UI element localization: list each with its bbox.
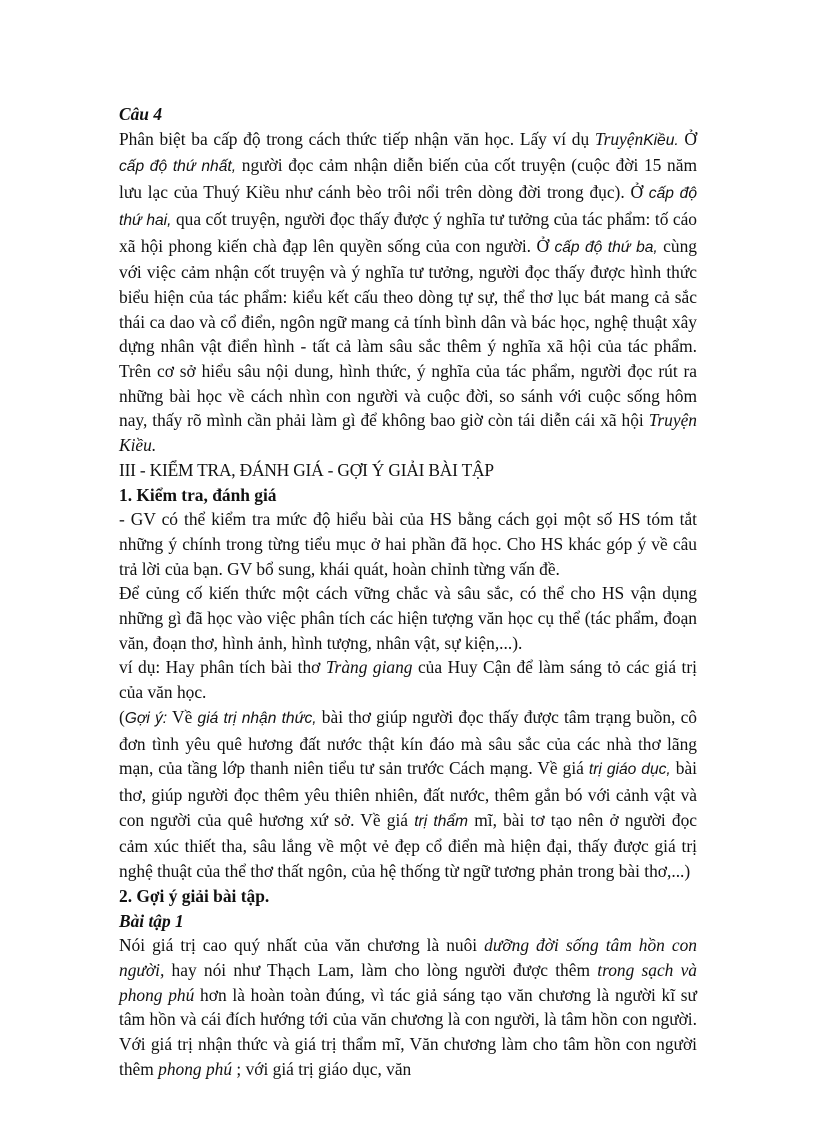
italic-text: Truyện Kiều. — [119, 410, 697, 456]
paragraph-hint — [119, 705, 697, 884]
text-run: Về — [167, 706, 198, 727]
text-run: ( — [119, 706, 125, 727]
italic-text: dưỡng đời sống tâm hồn con người, — [119, 935, 697, 980]
text-run: qua cốt truyện, người đọc thấy được ý nghĩa tư tưởng của tác phẩm: tố cáo xã hội phong kiến chà đạp lên quyền sống của con người. Ở — [119, 208, 697, 256]
italic-text: trị giáo dục, — [588, 761, 671, 779]
italic-text: Truyện — [594, 128, 644, 149]
paragraph-exercise-1 — [119, 933, 697, 1081]
heading-kiem-tra: 1. Kiểm tra, đánh giá — [119, 484, 277, 505]
italic-text: trị thẩm — [414, 812, 469, 830]
italic-text: cấp độ thứ nhất, — [119, 158, 237, 176]
text-run: của Huy Cận để làm sáng tỏ các giá trị của văn học. — [119, 657, 698, 703]
italic-text: trong sạch và phong phú — [119, 959, 698, 1005]
paragraph-gv-check: - GV có thể kiểm tra mức độ hiểu bài của HS bằng cách gọi một số HS tóm tắt những ý chính trong từng tiểu mục ở hai phần đã học. Cho HS khác góp ý về câu trả lời của bạn. GV bổ sung, khái quát, hoàn chỉnh từng vấn đề. — [119, 509, 697, 579]
italic-text: giá trị nhận thức, — [197, 709, 317, 727]
document-page — [119, 102, 697, 1081]
italic-text: Tràng giang — [325, 657, 413, 678]
text-run: cùng với việc cảm nhận cốt truyện và ý nghĩa tư tưởng, người đọc thấy được hình thức biểu hiện của tác phẩm: kiểu kết cấu theo dòng tự sự, thể thơ lục bát mang cả sắc thái ca dao và cổ điển, ngôn ngữ mang cả tính bình dân và bác học, nghệ thuật xây dựng nhân vật điển hình - tất cả làm sâu sắc thêm ý nghĩa xã hội của tác phẩm. Trên cơ sở hiểu sâu nội dung, hình thức, ý nghĩa của tác phẩm, người đọc rút ra những bài học về cách nhìn con người và cuộc đời, so sánh với cuộc sống hôm nay, thấy rõ mình cần phải làm gì để không bao giờ còn tái diễn cái xã hội — [119, 235, 697, 431]
italic-text: cấp độ thứ hai, — [119, 185, 697, 229]
italic-text: cấp độ thứ ba, — [554, 238, 658, 256]
section-heading-iii: III - KIỂM TRA, ĐÁNH GIÁ - GỢI Ý GIẢI BÀI TẬP — [119, 459, 494, 480]
italic-text: phong phú — [158, 1058, 233, 1079]
heading-goi-y: 2. Gợi ý giải bài tập. — [119, 885, 270, 906]
text-run: bài thơ, giúp người đọc thêm yêu thiên nhiên, đất nước, thêm gắn bó với cảnh vật và con người của quê hương xứ sở. Về giá — [119, 758, 697, 830]
heading-bai-tap-1: Bài tập 1 — [119, 910, 184, 931]
heading-cau-4: Câu 4 — [119, 104, 163, 124]
paragraph-reception-levels — [119, 127, 697, 458]
text-run: hơn là hoàn toàn đúng, vì tác giả sáng tạo văn chương là người kĩ sư tâm hồn và cái đích hướng tới của văn chương là con người, là tâm hồn con người. Với giá trị nhận thức và giá trị thẩm mĩ, Văn chương làm cho tâm hồn con người thêm — [119, 984, 697, 1079]
italic-text: Gợi ý: — [124, 709, 168, 727]
italic-text: Kiều. — [643, 131, 679, 149]
text-run: Phân biệt ba cấp độ trong cách thức tiếp nhận văn học. Lấy ví dụ — [119, 128, 595, 149]
paragraph-consolidate: Để củng cố kiến thức một cách vững chắc và sâu sắc, có thể cho HS vận dụng những gì đã học vào việc phân tích các hiện tượng văn học cụ thể (tác phẩm, đoạn văn, đoạn thơ, hình ảnh, hình tượng, nhân vật, sự kiện,...). — [119, 583, 697, 653]
text-run: người đọc cảm nhận diễn biến của cốt truyện (cuộc đời 15 năm lưu lạc của Thuý Kiều như cánh bèo trôi nổi trên dòng đời trong đục). Ở — [119, 155, 697, 203]
text-run: bài thơ giúp người đọc thấy được tâm trạng buồn, cô đơn tình yêu quê hương đất nước thật kín đáo mà sâu sắc của các nhà thơ lãng mạn, của tầng lớp thanh niên tiểu tư sản trước Cách mạng. Về giá — [119, 706, 697, 779]
text-run: hay nói như Thạch Lam, làm cho lòng người được thêm — [164, 959, 598, 980]
text-run: Nói giá trị cao quý nhất của văn chương là nuôi — [119, 935, 485, 956]
text-run: mĩ, bài tơ tạo nên ở người đọc cảm xúc thiết tha, sâu lắng về một vẻ đẹp cổ điển mà hiện đại, thấy được giá trị nghệ thuật của thể thơ thất ngôn, của hệ thống từ ngữ tương phản trong bài thơ,...) — [119, 809, 697, 882]
text-run: ví dụ: Hay phân tích bài thơ — [119, 657, 326, 678]
paragraph-example — [119, 655, 697, 704]
text-run: Ở — [678, 128, 697, 149]
text-run: ; với giá trị giáo dục, văn — [232, 1058, 412, 1079]
